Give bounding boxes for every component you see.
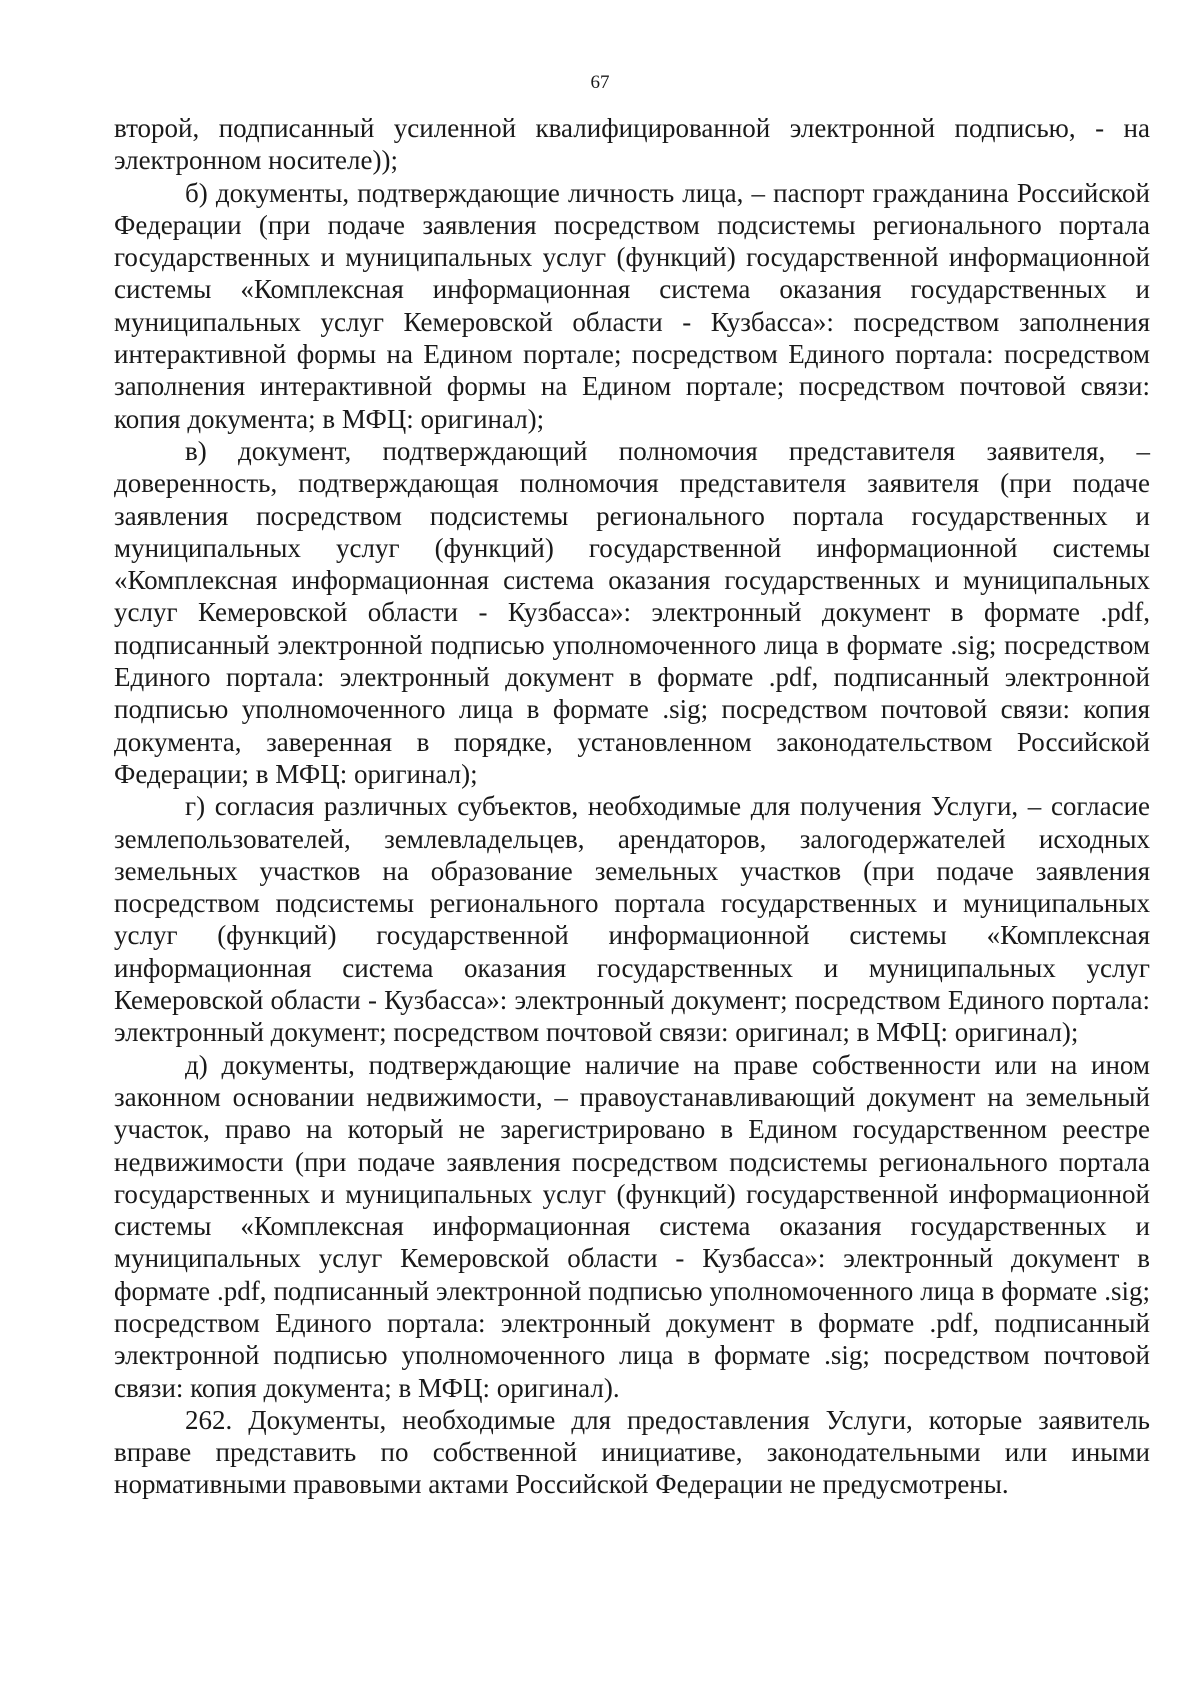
paragraph-item-b: б) документы, подтверждающие личность лица, – паспорт гражданина Российской Федерации (при подаче заявления посредством подсистемы регионального портала государственных и муниципальных услуг (функций) государственной информационной системы «Комплексная информационная система оказания государственных и муниципальных услуг Кемеровской области - Кузбасса»: посредством заполнения интерактивной формы на Едином портале; посредством Единого портала: посредством заполнения интерактивной формы на Едином портале; посредством почтовой связи: копия документа; в МФЦ: оригинал); <box>114 177 1150 434</box>
paragraph-item-d: д) документы, подтверждающие наличие на праве собственности или на ином законном основании недвижимости, – правоустанавливающий документ на земельный участок, право на который не зарегистрировано в Едином государственном реестре недвижимости (при подаче заявления посредством подсистемы регионального портала государственных и муниципальных услуг (функций) государственной информационной системы «Комплексная информационная система оказания государственных и муниципальных услуг Кемеровской области - Кузбасса»: электронный документ в формате .pdf, подписанный электронной подписью уполномоченного лица в формате .sig; посредством Единого портала: электронный документ в формате .pdf, подписанный электронной подписью уполномоченного лица в формате .sig; посредством почтовой связи: копия документа; в МФЦ: оригинал). <box>114 1049 1150 1403</box>
paragraph-continuation: второй, подписанный усиленной квалифицированной электронной подписью, - на электронном носителе)); <box>114 113 1150 176</box>
paragraph-item-v: в) документ, подтверждающий полномочия представителя заявителя, – доверенность, подтверждающая полномочия представителя заявителя (при подаче заявления посредством подсистемы регионального портала государственных и муниципальных услуг (функций) государственной информационной системы «Комплексная информационная система оказания государственных и муниципальных услуг Кемеровской области - Кузбасса»: электронный документ в формате .pdf, подписанный электронной подписью уполномоченного лица в формате .sig; посредством Единого портала: электронный документ в формате .pdf, подписанный электронной подписью уполномоченного лица в формате .sig; посредством почтовой связи: копия документа, заверенная в порядке, установленном законодательством Российской Федерации; в МФЦ: оригинал); <box>114 435 1150 789</box>
document-body <box>114 112 1150 1501</box>
paragraph-262: 262. Документы, необходимые для предоставления Услуги, которые заявитель вправе представить по собственной инициативе, законодательными или иными нормативными правовыми актами Российской Федерации не предусмотрены. <box>114 1404 1150 1500</box>
page-number: 67 <box>590 72 610 93</box>
paragraph-item-g: г) согласия различных субъектов, необходимые для получения Услуги, – согласие землепользователей, землевладельцев, арендаторов, залогодержателей исходных земельных участков на образование земельных участков (при подаче заявления посредством подсистемы регионального портала государственных и муниципальных услуг (функций) государственной информационной системы «Комплексная информационная система оказания государственных и муниципальных услуг Кемеровской области - Кузбасса»: электронный документ; посредством Единого портала: электронный документ; посредством почтовой связи: оригинал; в МФЦ: оригинал); <box>114 791 1150 1048</box>
